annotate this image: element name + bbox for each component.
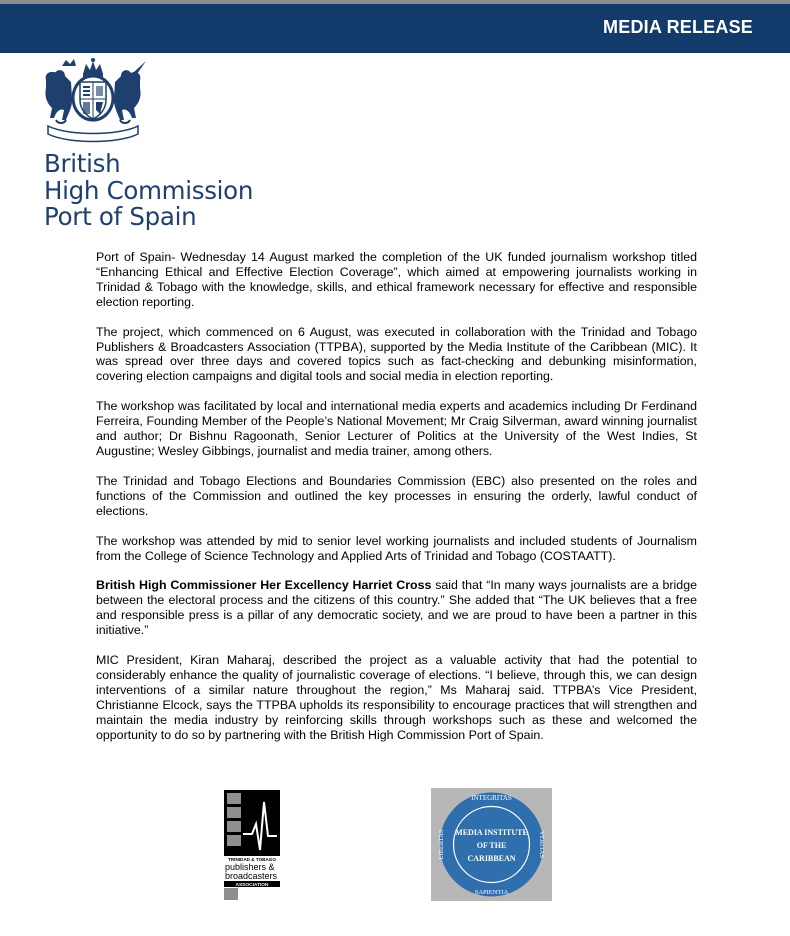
paragraph-4: The Trinidad and Tobago Elections and Boundaries Commission (EBC) also presented on the roles and functions of the Commission and outlined the key processes in ensuring the orderly, lawful conduct of elections. [96, 473, 697, 518]
paragraph-5: The workshop was attended by mid to senior level working journalists and included students of Journalism from the College of Science Technology and Applied Arts of Trinidad and Tobago (COSTAATT). [96, 533, 697, 563]
ttpba-logo-line-2: publishers & [225, 862, 275, 872]
mic-logo-line-2: OF THE [476, 841, 507, 850]
royal-coat-of-arms-icon [38, 58, 148, 144]
mic-logo [431, 788, 552, 901]
release-body [96, 250, 697, 757]
ttpba-logo [224, 790, 280, 900]
ttpba-logo-line-4: ASSOCIATION [235, 883, 269, 888]
paragraph-6 [96, 578, 697, 638]
mic-ring-top: INTEGRITAS [471, 794, 512, 802]
organization-line-1: British [44, 149, 121, 178]
mic-ring-left: LIBERTAS [438, 829, 445, 860]
ttpba-logo-line-1: TRINIDAD & TOBAGO [228, 857, 276, 862]
paragraph-7: MIC President, Kiran Maharaj, described the project as a valuable activity that had the potential to considerably enhance the quality of journalistic coverage of elections. “I believe, through this, we can design interventions of a similar nature throughout the region,” Ms Maharaj said. TTPBA’s Vice President, Christianne Elcock, says the TTPBA upholds its responsibility to encourage practices that will strengthen and maintain the media industry by reinforcing skills through workshops such as these and welcomed the opportunity to do so by partnering with the British High Commission Port of Spain. [96, 653, 697, 742]
header-top-edge [0, 0, 790, 4]
paragraph-1: Port of Spain- Wednesday 14 August marked the completion of the UK funded journalism workshop titled “Enhancing Ethical and Effective Election Coverage”, which aimed at empowering journalists working in Trinidad & Tobago with the knowledge, skills, and ethical framework necessary for effective and responsible election reporting. [96, 250, 697, 309]
header-banner [0, 0, 790, 53]
mic-logo-line-1: MEDIA INSTITUTE [455, 828, 528, 837]
mic-ring-right: VERITAS [538, 831, 545, 858]
mic-ring-bottom: SAPIENTIA [474, 889, 509, 896]
paragraph-2: The project, which commenced on 6 August, was executed in collaboration with the Trinidad and Tobago Publishers & Broadcasters Association (TTPBA), supported by the Media Institute of the Caribbean (MIC). It was spread over three days and covered topics such as fact-checking and debunking misinformation, covering election campaigns and digital tools and social media in election reporting. [96, 324, 697, 384]
commissioner-name: British High Commissioner Her Excellency Harriet Cross [96, 578, 432, 593]
mic-logo-line-3: CARIBBEAN [467, 854, 516, 863]
organization-line-2: High Commission [44, 175, 254, 205]
commissioner-quote: said that “In many ways journalists are a bridge between the electoral process and the citizens of this country.” She added that “The UK believes that a free and responsible press is a pillar of any democratic society, and we are proud to have been a partner in this initiative.” [96, 578, 697, 638]
ttpba-logo-line-3: broadcasters [225, 871, 278, 881]
paragraph-3: The workshop was facilitated by local and international media experts and academics including Dr Ferdinand Ferreira, Founding Member of the People’s National Movement; Mr Craig Silverman, award winning journalist and author; Dr Bishnu Ragoonath, Senior Lecturer of Politics at the University of the West Indies, St Augustine; Wesley Gibbings, journalist and media trainer, among others. [96, 399, 697, 458]
organization-line-3: Port of Spain [44, 202, 197, 231]
organization-name [44, 151, 253, 231]
media-release-title: MEDIA RELEASE [603, 17, 753, 37]
